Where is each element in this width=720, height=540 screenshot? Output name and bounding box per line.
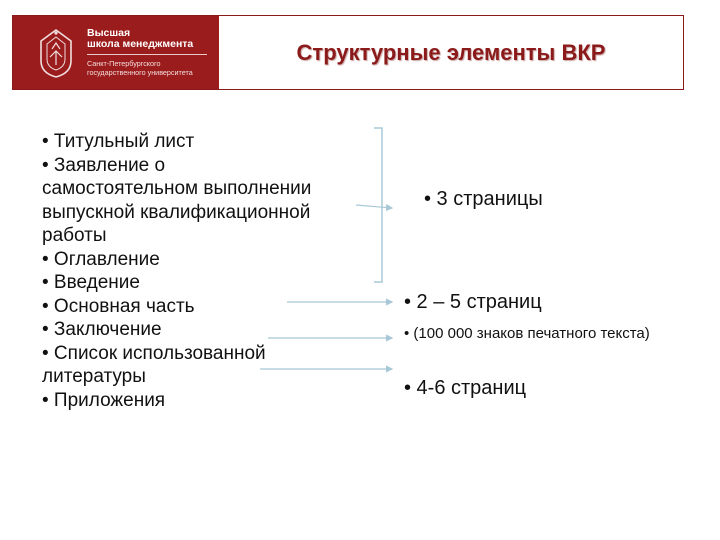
list-item: • Оглавление <box>42 248 160 270</box>
main-part-note: • (100 000 знаков печатного текста) <box>404 325 650 342</box>
pages-intro-info: • 2 – 5 страниц <box>404 291 542 313</box>
list-item: • Титульный лист <box>42 131 195 152</box>
list-item: • Заключение <box>42 319 162 340</box>
list-item: выпускной квалификационной <box>42 201 311 223</box>
list-item: литературы <box>42 366 146 387</box>
page-title: Структурные элементы ВКР <box>296 39 606 65</box>
logo-subtitle: Санкт-Петербургского государственного университета <box>87 59 193 77</box>
logo-title: Высшая школа менеджмента <box>87 27 194 50</box>
list-item: самостоятельном выполнении <box>42 178 312 199</box>
list-item: • Приложения <box>42 389 166 411</box>
bracket-connector <box>374 128 382 282</box>
arrow-title-connector <box>356 205 392 208</box>
pages-refs-info: • 4-6 страниц <box>404 377 527 399</box>
pages-title-info: • 3 страницы <box>424 188 543 210</box>
list-item: • Список использованной <box>42 342 266 364</box>
list-item: • Основная часть <box>42 295 195 317</box>
list-item: • Введение <box>42 272 140 293</box>
list-item: работы <box>42 225 107 246</box>
list-item: • Заявление о <box>42 154 166 176</box>
